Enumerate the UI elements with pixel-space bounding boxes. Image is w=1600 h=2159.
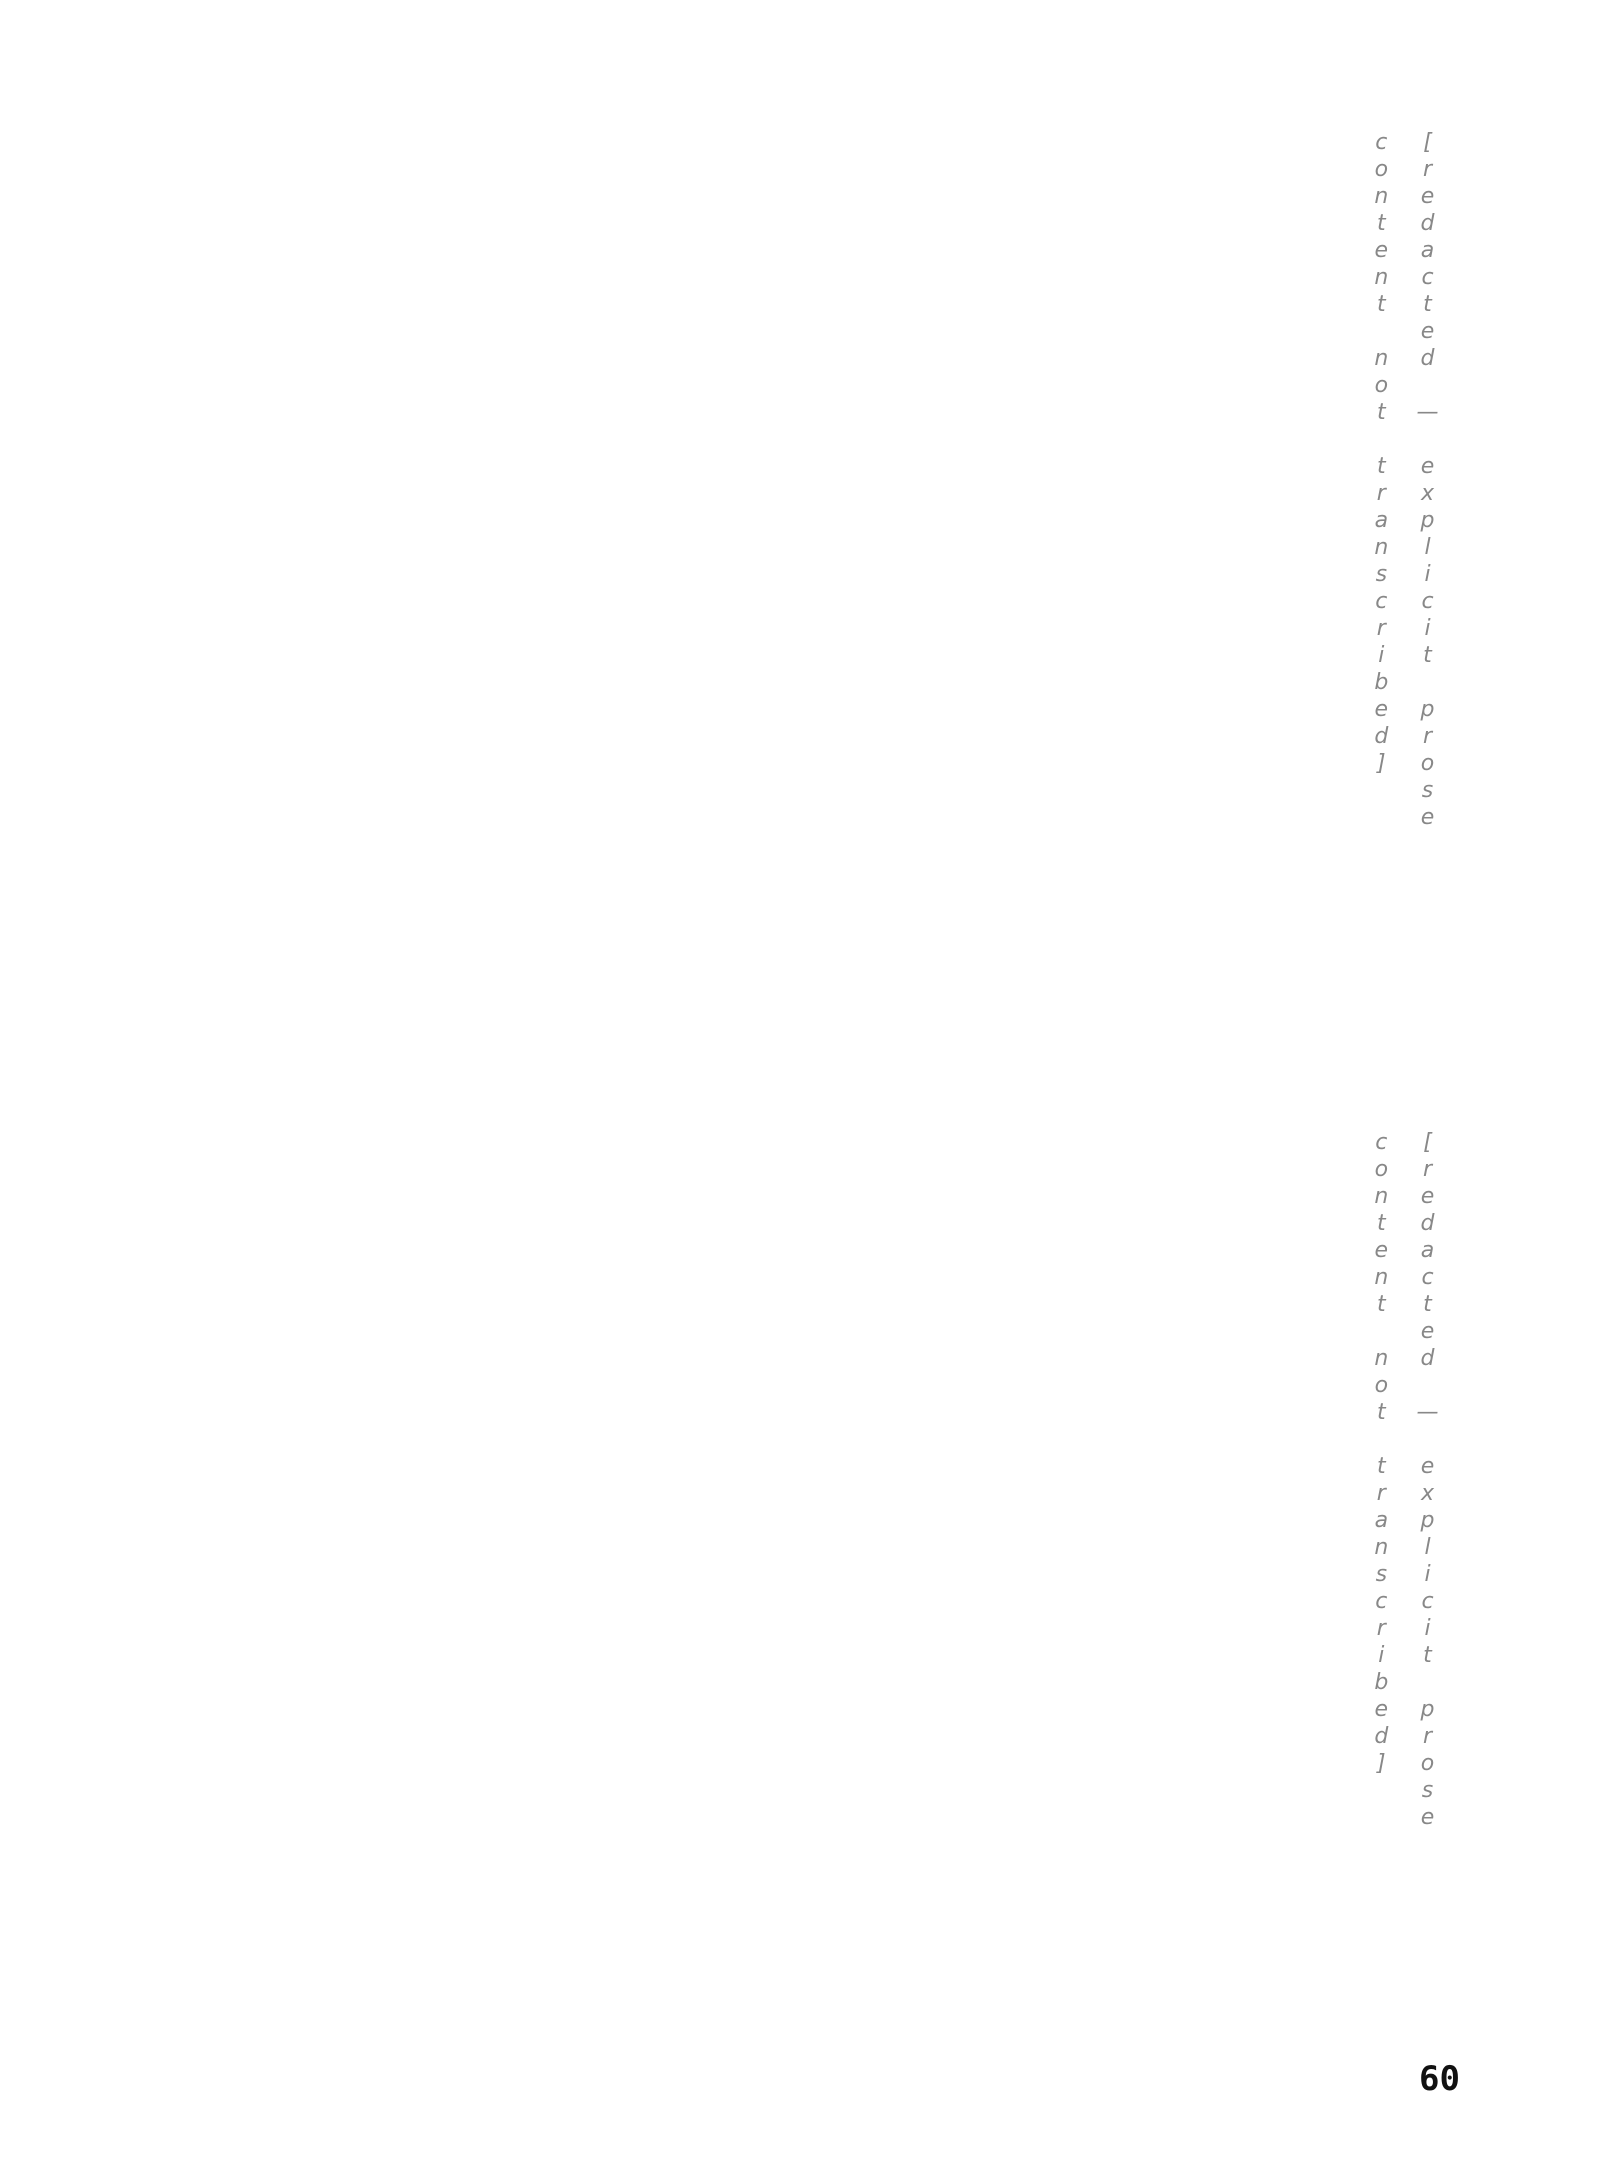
prose-block-top: [redacted — explicit prose content not transcribed] [1368,130,1440,832]
page-number: 60 [1419,2059,1460,2099]
prose-block-bottom: [redacted — explicit prose content not transcribed] [1368,1130,1440,1832]
